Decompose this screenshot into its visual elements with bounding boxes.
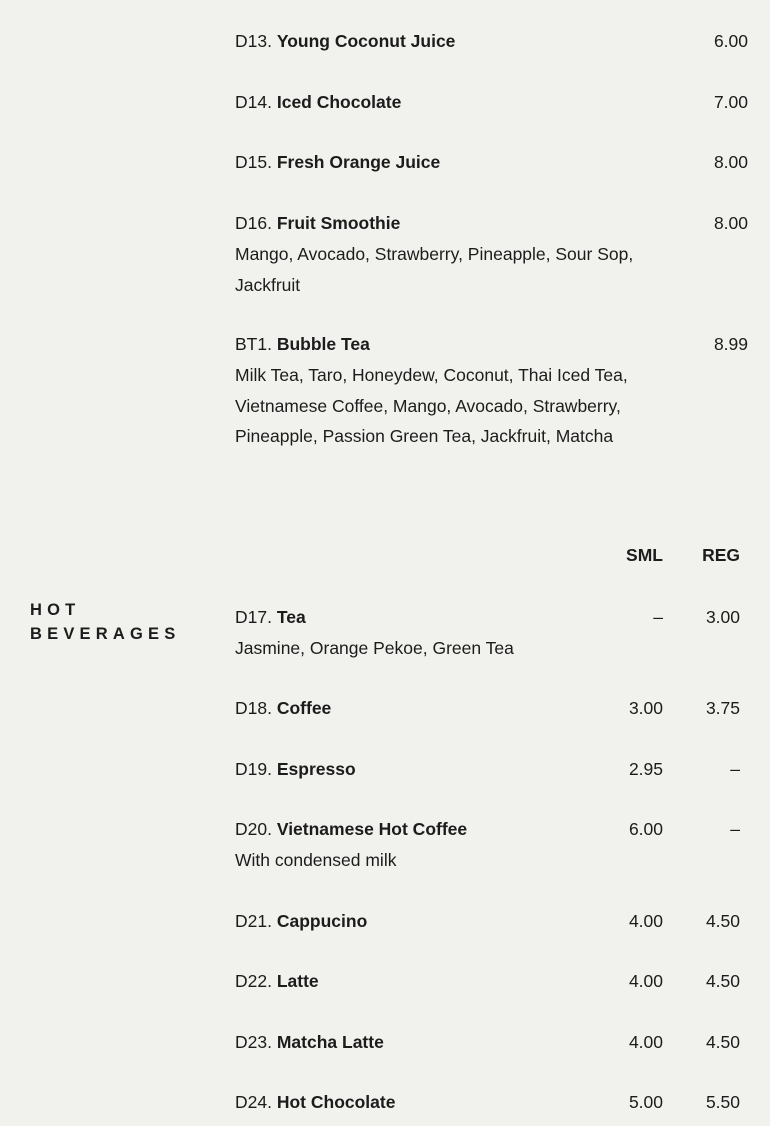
section-title-line: HOT (30, 601, 81, 619)
section-title (30, 598, 180, 646)
menu-item (235, 966, 770, 997)
item-name: Fresh Orange Juice (276, 152, 441, 172)
price-reg: 4.50 (705, 1032, 740, 1052)
item-name: Young Coconut Juice (276, 31, 456, 51)
item-price: 7.00 (713, 92, 748, 112)
price-reg: – (730, 819, 740, 839)
item-code: D16. (235, 213, 272, 233)
item-code: D21. (235, 911, 272, 931)
item-code: D24. (235, 1092, 272, 1112)
price-reg: 5.50 (705, 1092, 740, 1112)
item-name: Bubble Tea (276, 334, 370, 354)
item-name: Matcha Latte (276, 1032, 384, 1052)
menu-item (235, 147, 770, 178)
menu-item (235, 208, 770, 300)
item-name: Iced Chocolate (276, 92, 402, 112)
price-reg: 4.50 (705, 911, 740, 931)
price-sml: 6.00 (628, 819, 663, 839)
item-price: 8.00 (713, 152, 748, 172)
item-code: D23. (235, 1032, 272, 1052)
price-sml: 4.00 (628, 971, 663, 991)
price-reg: 4.50 (705, 971, 740, 991)
item-name: Cappucino (276, 911, 368, 931)
price-sml: 4.00 (628, 1032, 663, 1052)
section-title-line: BEVERAGES (30, 625, 181, 643)
item-description: Jasmine, Orange Pekoe, Green Tea (235, 638, 514, 658)
item-name: Coffee (276, 698, 332, 718)
menu-item (235, 87, 770, 118)
price-sml: 3.00 (628, 698, 663, 718)
item-name: Espresso (276, 759, 356, 779)
item-code: BT1. (235, 334, 272, 354)
menu-item (235, 1027, 770, 1058)
item-code: D17. (235, 607, 272, 627)
price-reg: 3.00 (705, 607, 740, 627)
item-price: 8.00 (713, 213, 748, 233)
menu-item (235, 26, 770, 57)
item-price: 8.99 (713, 334, 748, 354)
item-price: 6.00 (713, 31, 748, 51)
item-code: D13. (235, 31, 272, 51)
item-code: D15. (235, 152, 272, 172)
price-sml: 4.00 (628, 911, 663, 931)
item-code: D14. (235, 92, 272, 112)
item-name: Hot Chocolate (276, 1092, 396, 1112)
menu-item (235, 1087, 770, 1118)
item-name: Fruit Smoothie (276, 213, 401, 233)
item-description: With condensed milk (235, 850, 397, 870)
menu-item (235, 906, 770, 937)
item-code: D19. (235, 759, 272, 779)
menu-item (235, 754, 770, 785)
item-code: D22. (235, 971, 272, 991)
item-description: Milk Tea, Taro, Honeydew, Coconut, Thai Iced Tea, Vietnamese Coffee, Mango, Avocado, Strawberry, Pineapple, Passion Green Tea, Jackfruit, Matcha (235, 365, 628, 447)
menu-item (235, 602, 770, 664)
price-sml: – (653, 607, 663, 627)
menu-item (235, 814, 770, 876)
price-reg: 3.75 (705, 698, 740, 718)
price-reg: – (730, 759, 740, 779)
price-sml: 5.00 (628, 1092, 663, 1112)
item-name: Latte (276, 971, 319, 991)
item-name: Vietnamese Hot Coffee (276, 819, 468, 839)
item-code: D18. (235, 698, 272, 718)
item-code: D20. (235, 819, 272, 839)
item-description: Mango, Avocado, Strawberry, Pineapple, Sour Sop, Jackfruit (235, 244, 634, 295)
column-header-reg: REG (702, 545, 740, 565)
price-sml: 2.95 (628, 759, 663, 779)
column-header-sml: SML (626, 545, 663, 565)
menu-item (235, 693, 770, 724)
item-name: Tea (276, 607, 306, 627)
menu-item (235, 329, 770, 452)
